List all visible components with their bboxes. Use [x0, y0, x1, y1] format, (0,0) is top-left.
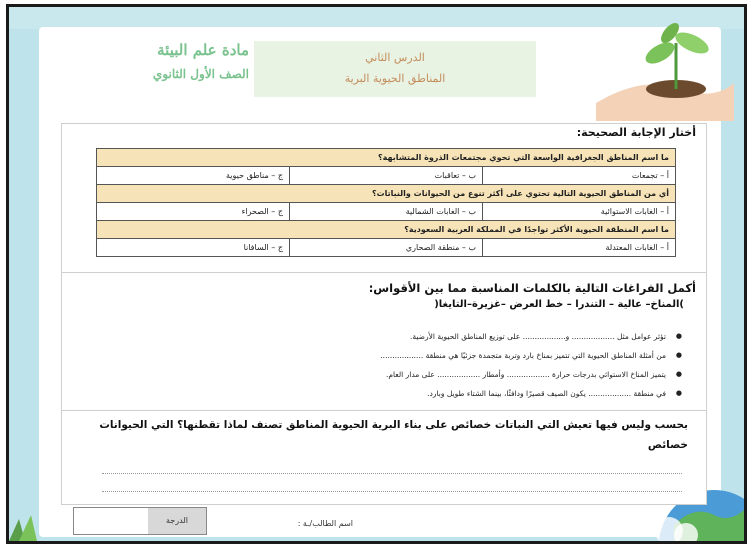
subject-title-block — [79, 41, 249, 101]
essay-section — [61, 411, 707, 505]
mcq-option[interactable]: ب – منطقة الصحاري — [290, 239, 483, 257]
lesson-number: الدرس الثاني — [365, 51, 425, 64]
mcq-option[interactable]: ب – تعاقبات — [290, 167, 483, 185]
worksheet-frame — [6, 4, 747, 544]
mcq-option[interactable]: أ – تجمعات — [483, 167, 676, 185]
hand-plant-illustration — [586, 13, 736, 123]
answer-line[interactable] — [102, 491, 682, 492]
lesson-title: المناطق الحيوية البرية — [344, 72, 446, 85]
footer — [73, 507, 353, 537]
grade-label: الدرجة — [148, 508, 206, 534]
mcq-option[interactable]: ج – السافانا — [97, 239, 290, 257]
lesson-title-block — [254, 41, 536, 97]
grade-level: الصف الأول الثانوي — [152, 67, 249, 81]
mcq-heading: أختار الإجابة الصحيحة: — [576, 126, 696, 139]
fill-heading: أكمل الفراغات التالية بالكلمات المناسبة مما بين الأقواس: — [368, 281, 696, 295]
fill-sentence[interactable]: ● يتميز المناخ الاستوائي بدرجات حرارة .................. وأمطار .................. على مدار العام. — [102, 365, 682, 384]
student-name-label: اسم الطالب/ـة : — [297, 519, 353, 528]
mcq-question-1: ما اسم المناطق الجغرافية الواسعة التي تحوي مجتمعات الذروة المتشابهة؟ — [97, 149, 676, 167]
mcq-question-2: أي من المناطق الحيوية التالية تحتوي على أكثر تنوع من الحيوانات والنباتات؟ — [97, 185, 676, 203]
subject-title: مادة علم البيئة — [157, 41, 249, 59]
fill-sentence[interactable]: ● من أمثلة المناطق الحيوية التي تتميز بمناخ بارد وتربة متجمدة جزئيًا هي منطقة .................. — [102, 346, 682, 365]
fill-sentence[interactable]: ● تؤثر عوامل مثل .................. و.................. على توزيع المناطق الحيوية الأرضية. — [102, 327, 682, 346]
mcq-option[interactable]: ج – الصحراء — [97, 203, 290, 221]
answer-line[interactable] — [102, 473, 682, 474]
mcq-option[interactable]: أ – الغابات المعتدلة — [483, 239, 676, 257]
fill-blanks-section — [61, 273, 707, 411]
mcq-option[interactable]: ب – الغابات الشمالية — [290, 203, 483, 221]
mcq-table — [96, 148, 676, 257]
leaves-illustration — [6, 501, 45, 541]
word-bank: )المناخ– عالية – التندرا – خط العرض –غزيرة–التايغا( — [434, 299, 684, 310]
fill-sentences — [102, 327, 682, 403]
grade-box[interactable] — [73, 507, 207, 535]
mcq-option[interactable]: أ – الغابات الاستوائية — [483, 203, 676, 221]
mcq-question-3: ما اسم المنطقة الحيوية الأكثر تواجدًا في المملكة العربية السعودية؟ — [97, 221, 676, 239]
mcq-section — [61, 123, 707, 273]
mcq-option[interactable]: ج – مناطق حيوية — [97, 167, 290, 185]
essay-question: بحسب وليس فيها تعيش التي النباتات خصائص على بناء البرية الحيوية المناطق تصنف لماذا تقطنها؟ التي الحيوانات خصائص — [99, 419, 688, 451]
fill-sentence[interactable]: ● في منطقة .................. يكون الصيف قصيرًا ودافئًا، بينما الشتاء طويل وبارد. — [102, 384, 682, 403]
